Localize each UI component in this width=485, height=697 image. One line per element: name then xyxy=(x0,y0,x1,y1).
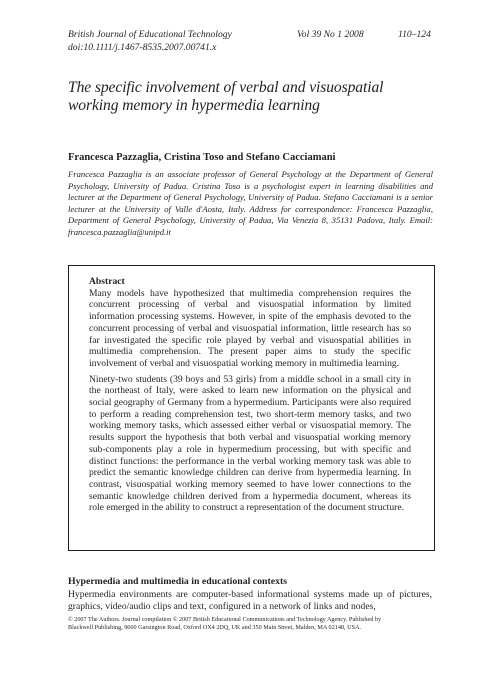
title-line-1: The specific involvement of verbal and visuospatial xyxy=(68,79,384,96)
abstract-heading: Abstract xyxy=(89,276,125,287)
volume-issue: Vol 39 No 1 2008 xyxy=(297,29,364,40)
journal-name: British Journal of Educational Technology xyxy=(68,29,232,40)
footer-line-1: © 2007 The Authors. Journal compilation © 2007 British Educational Communications and Technology Agency. Published by xyxy=(68,616,382,623)
abstract-paragraph-2: Ninety-two students (39 boys and 53 girls) from a middle school in a small city in the northeast of Italy, were asked to learn new information on the physical and social geography of Germany from a hypermedium. Participants were also required to perform a reading comprehension test, two short-term memory tasks, and two working memory tasks, which assessed either verbal or visuospatial memory. The results support the hypothesis that both verbal and visuospatial working memory sub-components play a role in hypermedium processing, but with specific and distinct functions: the performance in the verbal working memory task was able to predict the semantic knowledge children can derive from hypermedia learning. In contrast, visuospatial working memory seemed to have lower connections to the semantic knowledge children derived from a hypermedia document, whereas its role emerged in the ability to construct a representation of the document structure. xyxy=(89,373,411,514)
article-title xyxy=(68,79,428,115)
copyright-footer xyxy=(68,616,432,633)
author-list: Francesca Pazzaglia, Cristina Toso and Stefano Cacciamani xyxy=(68,152,336,163)
body-paragraph: Hypermedia environments are computer-based informational systems made up of pictures, graphics, video/audio clips and text, configured in a network of links and nodes, xyxy=(68,589,432,612)
abstract-paragraph-1: Many models have hypothesized that multimedia comprehension requires the concurrent processing of verbal and visuospatial information by limited information processing systems. However, in spite of the emphasis devoted to the concurrent processing of verbal and visuospatial information, little research has so far investigated the specific role played by verbal and visuospatial abilities in multimedia comprehension. The present paper aims to study the specific involvement of verbal and visuospatial working memory in multimedia learning. xyxy=(89,287,411,369)
abstract-box xyxy=(68,265,435,551)
footer-line-2: Blackwell Publishing, 9600 Garsington Road, Oxford OX4 2DQ, UK and 350 Main Street, Malden, MA 02148, USA. xyxy=(68,624,362,632)
author-bio: Francesca Pazzaglia is an associate professor of General Psychology at the Department of General Psychology, University of Padua. Cristina Toso is a psychologist expert in learning disabilities and lecturer at the Department of General Psychology, University of Padua. Stefano Cacciamani is a senior lecturer at the University of Valle d'Aosta, Italy. Address for correspondence: Francesca Pazzaglia, Department of General Psychology, University of Padua, Via Venezia 8, 35131 Padova, Italy. Email: francesca.pazzaglia@unipd.it xyxy=(68,169,433,237)
page-range: 110–124 xyxy=(398,29,431,40)
title-line-2: working memory in hypermedia learning xyxy=(68,97,320,114)
section-heading: Hypermedia and multimedia in educational contexts xyxy=(68,576,288,587)
doi: doi:10.1111/j.1467-8535.2007.00741.x xyxy=(68,42,217,53)
abstract-content xyxy=(89,276,411,514)
